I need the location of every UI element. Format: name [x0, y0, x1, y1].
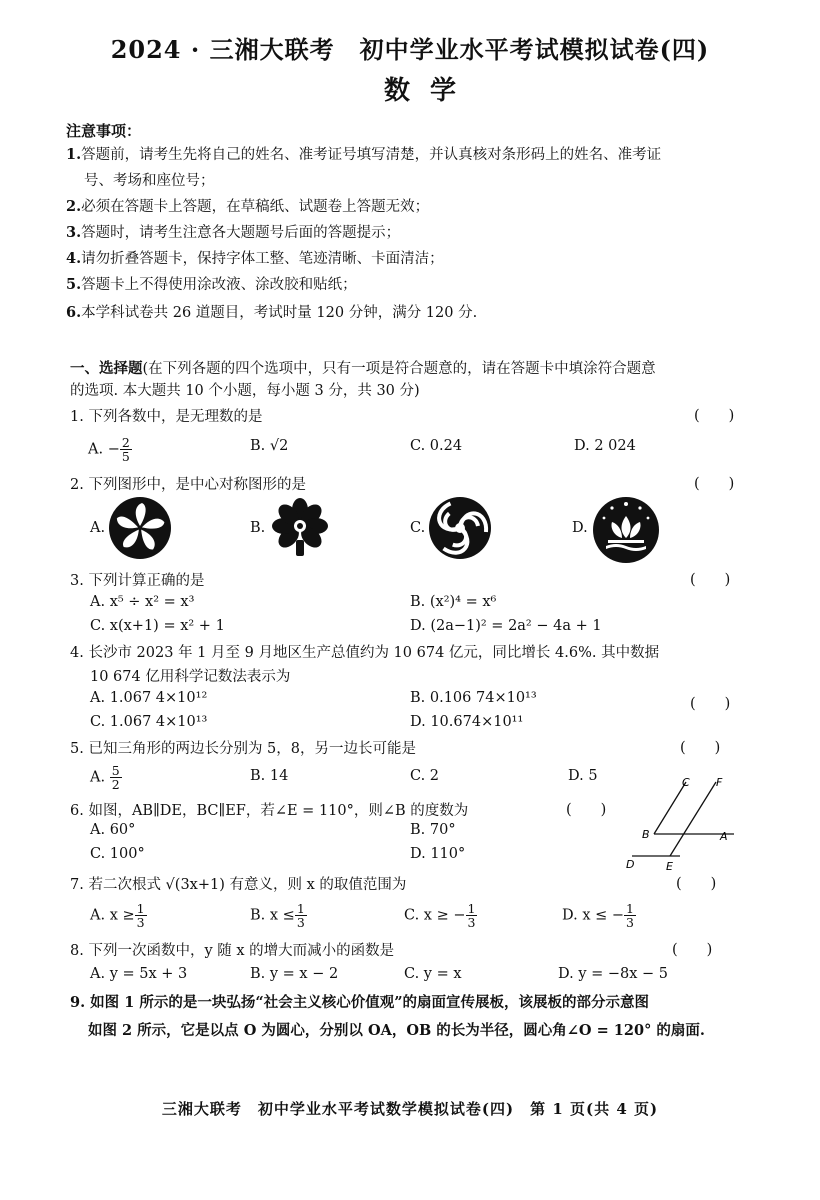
q2-option-b: B.	[250, 520, 266, 536]
q6-option-b: B. 70°	[410, 822, 456, 838]
q8-option-d: D. y = −8x − 5	[558, 966, 669, 982]
exam-title: 2024 · 三湘大联考 初中学业水平考试模拟试卷(四)	[110, 35, 710, 64]
answer-paren: ( )	[694, 476, 735, 492]
q7-option-d: D. x ≤ − $\frac{1}{3}$	[562, 901, 634, 930]
q6-option-a: A. 60°	[90, 822, 136, 838]
fig-label-b: B	[642, 828, 650, 841]
q5-option-a: A. $\frac{5}{2}$	[90, 763, 120, 792]
question-4-stem: 4. 长沙市 2023 年 1 月至 9 月地区生产总值约为 10 674 亿元，同比增长 4.6%. 其中数据	[70, 645, 660, 661]
swirl-emblem-icon	[428, 496, 492, 560]
note-item: 5.答题卡上不得使用涂改液、涂改胶和贴纸；	[66, 276, 357, 293]
section-heading: 一、选择题(在下列各题的四个选项中，只有一项是符合题意的，请在答题卡中填涂符合题意	[70, 360, 656, 377]
q3-option-a: A. x⁵ ÷ x² = x³	[90, 594, 195, 610]
q5-option-c: C. 2	[410, 768, 440, 784]
q7-option-b: B. x ≤ $\frac{1}{3}$	[250, 901, 305, 930]
section-heading-cont: 的选项. 本大题共 10 个小题，每小题 3 分，共 30 分)	[70, 383, 420, 399]
q2-option-c: C.	[410, 520, 426, 536]
q1-option-c: C. 0.24	[410, 438, 463, 454]
answer-paren: ( )	[676, 876, 717, 892]
note-item: 号、考场和座位号；	[84, 173, 215, 189]
q6-option-d: D. 110°	[410, 846, 466, 862]
question-9-stem-cont: 如图 2 所示，它是以点 O 为圆心，分别以 OA，OB 的长为半径，圆心角∠O = 120° 的扇面.	[88, 1022, 705, 1039]
q6-figure	[620, 772, 740, 876]
answer-paren: ( )	[690, 572, 731, 588]
q1-option-d: D. 2 024	[574, 438, 636, 454]
answer-paren: ( )	[672, 942, 713, 958]
q8-option-a: A. y = 5x + 3	[90, 966, 188, 982]
answer-paren: ( )	[690, 696, 731, 712]
note-item: 6.本学科试卷共 26 道题目，考试时量 120 分钟，满分 120 分.	[66, 304, 478, 321]
q3-option-c: C. x(x+1) = x² + 1	[90, 618, 225, 634]
note-item: 4.请勿折叠答题卡，保持字体工整、笔迹清晰、卡面清洁；	[66, 250, 444, 267]
line-ef	[670, 782, 716, 856]
q5-option-d: D. 5	[568, 768, 598, 784]
subject-title: 数学	[383, 76, 476, 106]
question-5-stem: 5. 已知三角形的两边长分别为 5，8，另一边长可能是	[70, 741, 417, 757]
q5-option-b: B. 14	[250, 768, 289, 784]
q1-option-b: B. √2	[250, 438, 289, 454]
fig-label-c: C	[682, 776, 690, 789]
fig-label-e: E	[666, 860, 673, 873]
question-1-stem: 1. 下列各数中，是无理数的是	[70, 409, 263, 425]
note-item: 2.必须在答题卡上答题，在草稿纸、试题卷上答题无效；	[66, 198, 430, 215]
question-2-stem: 2. 下列图形中，是中心对称图形的是	[70, 477, 306, 493]
fig-label-d: D	[626, 858, 635, 871]
q3-option-d: D. (2a−1)² = 2a² − 4a + 1	[410, 618, 602, 634]
question-4-stem-cont: 10 674 亿用科学记数法表示为	[90, 669, 291, 685]
q7-option-c: C. x ≥ − $\frac{1}{3}$	[404, 901, 476, 930]
note-item: 1.答题前，请考生先将自己的姓名、准考证号填写清楚，并认真核对条形码上的姓名、准考证	[66, 146, 662, 163]
line-bc	[654, 782, 686, 834]
q3-option-b: B. (x²)⁴ = x⁶	[410, 594, 497, 610]
q2-option-a: A.	[90, 520, 106, 536]
bauhinia-icon	[108, 496, 172, 560]
answer-paren: ( )	[680, 740, 721, 756]
q6-option-c: C. 100°	[90, 846, 145, 862]
flower-emblem-icon	[268, 496, 332, 560]
fig-label-a: A	[720, 830, 728, 843]
question-6-stem: 6. 如图，AB∥DE，BC∥EF，若∠E = 110°，则∠B 的度数为	[70, 803, 469, 819]
q1-option-a: A. − $\frac{2}{5}$	[88, 435, 130, 464]
q7-option-a: A. x ≥ $\frac{1}{3}$	[90, 901, 145, 930]
fig-label-f: F	[716, 776, 723, 789]
lotus-emblem-icon	[592, 496, 660, 564]
question-3-stem: 3. 下列计算正确的是	[70, 573, 205, 589]
question-7-stem: 7. 若二次根式 √(3x+1) 有意义，则 x 的取值范围为	[70, 877, 407, 893]
q8-option-c: C. y = x	[404, 966, 462, 982]
q4-option-b: B. 0.106 74×10¹³	[410, 690, 537, 706]
answer-paren: ( )	[694, 408, 735, 424]
q4-option-a: A. 1.067 4×10¹²	[90, 690, 208, 706]
q8-option-b: B. y = x − 2	[250, 966, 339, 982]
q4-option-d: D. 10.674×10¹¹	[410, 714, 524, 730]
note-item: 3.答题时，请考生注意各大题题号后面的答题提示；	[66, 224, 401, 241]
page-footer: 三湘大联考 初中学业水平考试数学模拟试卷(四) 第 1 页(共 4 页)	[161, 1100, 659, 1118]
question-8-stem: 8. 下列一次函数中，y 随 x 的增大而减小的函数是	[70, 943, 395, 959]
q2-option-d: D.	[572, 520, 588, 536]
question-9-stem: 9. 如图 1 所示的是一块弘扬“社会主义核心价值观”的扇面宣传展板，该展板的部分示意图	[70, 994, 650, 1011]
notes-heading: 注意事项：	[66, 122, 142, 140]
q4-option-c: C. 1.067 4×10¹³	[90, 714, 208, 730]
answer-paren: ( )	[566, 802, 607, 818]
